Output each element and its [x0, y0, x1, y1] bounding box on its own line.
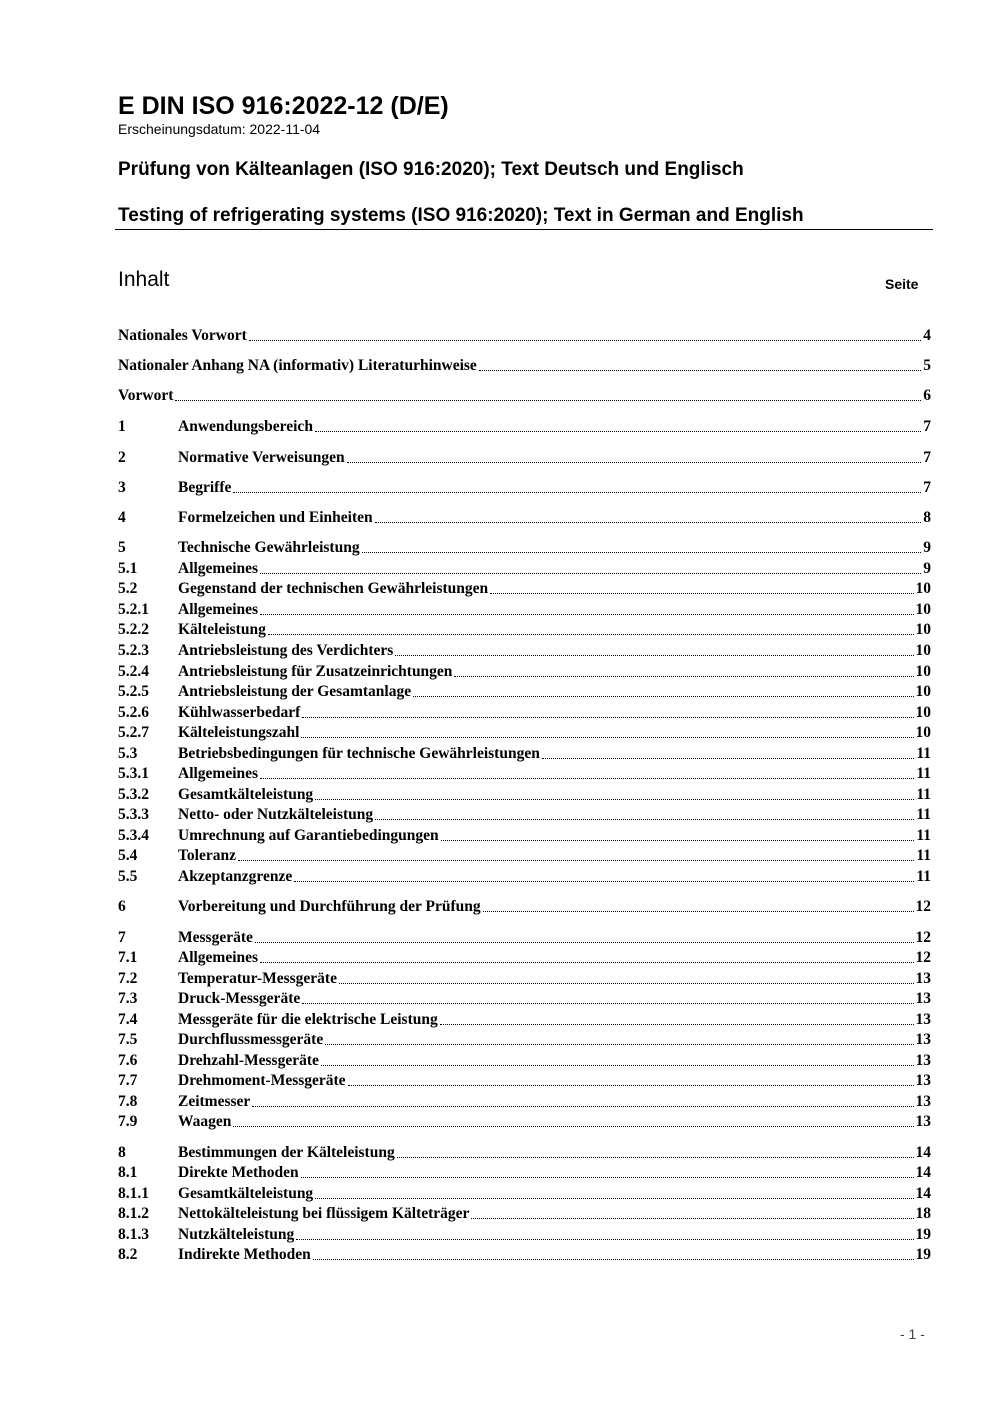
- toc-entry-page: 9: [923, 539, 931, 556]
- toc-entry-title: Allgemeines: [178, 601, 259, 618]
- toc-entry[interactable]: [118, 723, 931, 743]
- toc-entry-title: Allgemeines: [178, 560, 259, 577]
- toc-entry-title: Direkte Methoden: [178, 1164, 299, 1181]
- toc-entry[interactable]: [118, 805, 931, 825]
- toc-entry[interactable]: [118, 662, 931, 682]
- toc-entry[interactable]: [118, 1225, 931, 1245]
- toc-entry-number: 4: [118, 509, 126, 526]
- toc-entry-title: Messgeräte: [178, 929, 253, 946]
- toc-entry-title: Waagen: [178, 1113, 232, 1130]
- toc-entry-page: 13: [915, 990, 931, 1007]
- toc-entry[interactable]: [118, 417, 931, 437]
- toc-entry-number: 5.3.1: [118, 765, 149, 782]
- toc-entry-page: 10: [915, 724, 931, 741]
- toc-dot-leader: [268, 633, 914, 635]
- toc-entry-title: Formelzeichen und Einheiten: [178, 509, 373, 526]
- toc-entry-title: Normative Verweisungen: [178, 449, 345, 466]
- toc-entry-page: 14: [915, 1144, 931, 1161]
- toc-entry[interactable]: [118, 1245, 931, 1265]
- toc-dot-leader: [302, 1002, 913, 1004]
- toc-entry-page: 11: [916, 827, 931, 844]
- toc-dot-leader: [347, 461, 922, 463]
- toc-dot-leader: [233, 1125, 913, 1127]
- toc-entry[interactable]: [118, 508, 931, 528]
- toc-entry-page: 13: [915, 970, 931, 987]
- toc-entry-number: 3: [118, 479, 126, 496]
- toc-entry-number: 5.2.5: [118, 683, 149, 700]
- toc-entry[interactable]: [118, 1092, 931, 1112]
- toc-entry-page: 12: [915, 898, 931, 915]
- toc-entry-page: 12: [915, 949, 931, 966]
- toc-dot-leader: [321, 1064, 914, 1066]
- toc-entry[interactable]: [118, 559, 931, 579]
- toc-entry-page: 10: [915, 580, 931, 597]
- toc-entry[interactable]: [118, 600, 931, 620]
- toc-entry-page: 10: [915, 601, 931, 618]
- toc-heading: Inhalt: [118, 268, 170, 291]
- toc-entry-page: 7: [923, 479, 931, 496]
- toc-entry[interactable]: [118, 1112, 931, 1132]
- toc-entry[interactable]: [118, 1051, 931, 1071]
- toc-dot-leader: [260, 572, 921, 574]
- toc-entry-number: 5.1: [118, 560, 138, 577]
- toc-entry-title: Anwendungsbereich: [178, 418, 313, 435]
- toc-dot-leader: [362, 551, 922, 553]
- toc-dot-leader: [260, 613, 913, 615]
- toc-entry-number: 5: [118, 539, 126, 556]
- toc-entry-number: 7: [118, 929, 126, 946]
- title-english: Testing of refrigerating systems (ISO 916:2020); Text in German and English: [118, 205, 804, 226]
- toc-entry-number: 5.2: [118, 580, 138, 597]
- toc-entry[interactable]: [118, 764, 931, 784]
- toc-dot-leader: [440, 1023, 914, 1025]
- toc-entry-number: 8.1.1: [118, 1185, 149, 1202]
- toc-entry[interactable]: [118, 1163, 931, 1183]
- toc-entry[interactable]: [118, 579, 931, 599]
- toc-entry-number: 5.2.3: [118, 642, 149, 659]
- toc-entry[interactable]: [118, 785, 931, 805]
- toc-entry-number: 7.3: [118, 990, 138, 1007]
- toc-dot-leader: [479, 369, 921, 371]
- toc-entry-number: 7.4: [118, 1011, 138, 1028]
- title-german: Prüfung von Kälteanlagen (ISO 916:2020); Text Deutsch und Englisch: [118, 159, 744, 180]
- toc-entry[interactable]: [118, 1204, 931, 1224]
- toc-entry[interactable]: [118, 1030, 931, 1050]
- toc-entry-page: 12: [915, 929, 931, 946]
- toc-entry-number: 5.3.4: [118, 827, 149, 844]
- toc-entry-title: Indirekte Methoden: [178, 1246, 311, 1263]
- toc-entry[interactable]: [118, 386, 931, 406]
- toc-dot-leader: [542, 757, 915, 759]
- toc-dot-leader: [260, 777, 914, 779]
- page-number: - 1 -: [900, 1326, 925, 1342]
- toc-dot-leader: [325, 1043, 913, 1045]
- table-of-contents: [118, 0, 931, 1300]
- toc-entry-page: 9: [923, 560, 931, 577]
- toc-entry-number: 5.2.7: [118, 724, 149, 741]
- toc-entry-number: 8.1: [118, 1164, 138, 1181]
- toc-entry-title: Vorbereitung und Durchführung der Prüfung: [178, 898, 481, 915]
- toc-entry-page: 14: [915, 1164, 931, 1181]
- toc-entry-page: 13: [915, 1093, 931, 1110]
- toc-entry[interactable]: [118, 969, 931, 989]
- toc-entry[interactable]: [118, 448, 931, 468]
- toc-entry-title: Begriffe: [178, 479, 232, 496]
- toc-entry[interactable]: [118, 948, 931, 968]
- toc-dot-leader: [252, 1105, 913, 1107]
- toc-entry-number: 5.3.3: [118, 806, 149, 823]
- toc-entry-title: Gegenstand der technischen Gewährleistungen: [178, 580, 489, 597]
- toc-dot-leader: [260, 961, 913, 963]
- toc-entry-page: 6: [923, 387, 931, 404]
- toc-entry-page: 4: [923, 327, 931, 344]
- toc-entry-number: 5.2.1: [118, 601, 149, 618]
- toc-dot-leader: [397, 1156, 914, 1158]
- toc-entry[interactable]: [118, 897, 931, 917]
- toc-entry-title: Technische Gewährleistung: [178, 539, 360, 556]
- toc-entry-title: Zeitmesser: [178, 1093, 251, 1110]
- toc-dot-leader: [294, 880, 914, 882]
- toc-entry[interactable]: [118, 478, 931, 498]
- toc-entry-number: 8: [118, 1144, 126, 1161]
- toc-dot-leader: [315, 798, 914, 800]
- toc-dot-leader: [313, 1258, 914, 1260]
- toc-entry-page: 10: [915, 621, 931, 638]
- toc-entry-number: 7.2: [118, 970, 138, 987]
- toc-entry[interactable]: [118, 867, 931, 887]
- toc-dot-leader: [375, 521, 922, 523]
- toc-entry-number: 7.9: [118, 1113, 138, 1130]
- toc-entry[interactable]: [118, 989, 931, 1009]
- toc-entry-title: Nationales Vorwort: [118, 327, 247, 344]
- toc-entry-number: 5.2.4: [118, 663, 149, 680]
- toc-entry-number: 5.5: [118, 868, 138, 885]
- toc-page-column-heading: Seite: [885, 276, 919, 292]
- toc-entry-title: Drehmoment-Messgeräte: [178, 1072, 346, 1089]
- toc-entry[interactable]: [118, 538, 931, 558]
- toc-entry-number: 7.8: [118, 1093, 138, 1110]
- toc-entry-number: 6: [118, 898, 126, 915]
- toc-dot-leader: [301, 1176, 914, 1178]
- toc-entry-page: 11: [916, 786, 931, 803]
- toc-entry-page: 19: [915, 1226, 931, 1243]
- toc-entry-page: 5: [923, 357, 931, 374]
- toc-entry[interactable]: [118, 356, 931, 376]
- toc-dot-leader: [302, 716, 913, 718]
- toc-entry[interactable]: [118, 1071, 931, 1091]
- toc-entry[interactable]: [118, 1184, 931, 1204]
- toc-dot-leader: [249, 339, 922, 341]
- toc-entry-number: 5.2.2: [118, 621, 149, 638]
- toc-dot-leader: [315, 430, 921, 432]
- toc-entry-title: Nettokälteleistung bei flüssigem Kälteträger: [178, 1205, 470, 1222]
- document-id: E DIN ISO 916:2022-12 (D/E): [118, 92, 449, 120]
- toc-entry-page: 18: [915, 1205, 931, 1222]
- toc-entry[interactable]: [118, 620, 931, 640]
- toc-entry-page: 7: [923, 449, 931, 466]
- toc-dot-leader: [441, 839, 915, 841]
- toc-dot-leader: [348, 1084, 914, 1086]
- toc-entry[interactable]: [118, 826, 931, 846]
- toc-dot-leader: [395, 654, 913, 656]
- toc-entry-page: 7: [923, 418, 931, 435]
- toc-entry[interactable]: [118, 326, 931, 346]
- toc-entry-number: 2: [118, 449, 126, 466]
- toc-entry-number: 7.6: [118, 1052, 138, 1069]
- toc-dot-leader: [238, 859, 914, 861]
- toc-dot-leader: [296, 1238, 913, 1240]
- toc-entry-page: 10: [915, 663, 931, 680]
- toc-entry-page: 13: [915, 1113, 931, 1130]
- toc-entry-title: Antriebsleistung der Gesamtanlage: [178, 683, 412, 700]
- toc-entry-number: 8.1.2: [118, 1205, 149, 1222]
- toc-entry-title: Temperatur-Messgeräte: [178, 970, 337, 987]
- toc-entry-page: 11: [916, 765, 931, 782]
- toc-entry-number: 5.4: [118, 847, 138, 864]
- toc-entry-title: Gesamtkälteleistung: [178, 1185, 314, 1202]
- toc-dot-leader: [315, 1197, 913, 1199]
- toc-entry-title: Allgemeines: [178, 765, 259, 782]
- toc-dot-leader: [175, 399, 921, 401]
- toc-entry-title: Kälteleistung: [178, 621, 266, 638]
- toc-entry-title: Nutzkälteleistung: [178, 1226, 295, 1243]
- toc-dot-leader: [301, 736, 913, 738]
- toc-entry[interactable]: [118, 846, 931, 866]
- toc-entry-title: Betriebsbedingungen für technische Gewährleistungen: [178, 745, 540, 762]
- toc-entry-number: 7.5: [118, 1031, 138, 1048]
- toc-entry[interactable]: [118, 1010, 931, 1030]
- toc-entry-number: 7.7: [118, 1072, 138, 1089]
- toc-entry-number: 8.1.3: [118, 1226, 149, 1243]
- toc-entry-page: 10: [915, 704, 931, 721]
- toc-entry-page: 11: [916, 847, 931, 864]
- toc-entry-title: Antriebsleistung des Verdichters: [178, 642, 394, 659]
- toc-entry[interactable]: [118, 703, 931, 723]
- toc-entry-page: 10: [915, 683, 931, 700]
- toc-dot-leader: [483, 910, 914, 912]
- toc-entry-page: 11: [916, 868, 931, 885]
- toc-dot-leader: [490, 592, 913, 594]
- toc-entry-title: Antriebsleistung für Zusatzeinrichtungen: [178, 663, 453, 680]
- toc-dot-leader: [413, 695, 913, 697]
- toc-entry-page: 13: [915, 1031, 931, 1048]
- toc-dot-leader: [471, 1217, 913, 1219]
- toc-dot-leader: [255, 941, 914, 943]
- toc-entry[interactable]: [118, 682, 931, 702]
- toc-entry-title: Umrechnung auf Garantiebedingungen: [178, 827, 439, 844]
- toc-entry[interactable]: [118, 928, 931, 948]
- toc-entry-number: 5.3.2: [118, 786, 149, 803]
- toc-entry-page: 11: [916, 806, 931, 823]
- toc-entry-page: 11: [916, 745, 931, 762]
- toc-entry-title: Messgeräte für die elektrische Leistung: [178, 1011, 438, 1028]
- toc-entry-page: 13: [915, 1052, 931, 1069]
- toc-entry-page: 13: [915, 1072, 931, 1089]
- toc-entry-title: Drehzahl-Messgeräte: [178, 1052, 319, 1069]
- toc-entry-title: Netto- oder Nutzkälteleistung: [178, 806, 374, 823]
- toc-dot-leader: [233, 491, 921, 493]
- release-date: Erscheinungsdatum: 2022-11-04: [118, 121, 321, 137]
- toc-entry-title: Gesamtkälteleistung: [178, 786, 314, 803]
- toc-entry[interactable]: [118, 641, 931, 661]
- toc-entry-title: Nationaler Anhang NA (informativ) Literaturhinweise: [118, 357, 477, 374]
- toc-entry-title: Akzeptanzgrenze: [178, 868, 293, 885]
- toc-entry-title: Allgemeines: [178, 949, 259, 966]
- toc-entry-title: Durchflussmessgeräte: [178, 1031, 324, 1048]
- toc-dot-leader: [339, 982, 914, 984]
- toc-entry-page: 14: [915, 1185, 931, 1202]
- toc-entry-page: 19: [915, 1246, 931, 1263]
- toc-entry-title: Druck-Messgeräte: [178, 990, 301, 1007]
- toc-entry-number: 1: [118, 418, 126, 435]
- toc-entry-title: Kälteleistungszahl: [178, 724, 300, 741]
- toc-entry-number: 7.1: [118, 949, 138, 966]
- toc-entry[interactable]: [118, 1143, 931, 1163]
- toc-entry-number: 8.2: [118, 1246, 138, 1263]
- toc-entry-title: Toleranz: [178, 847, 236, 864]
- toc-dot-leader: [375, 818, 914, 820]
- toc-entry-page: 8: [923, 509, 931, 526]
- toc-entry-number: 5.2.6: [118, 704, 149, 721]
- toc-entry-page: 10: [915, 642, 931, 659]
- toc-entry-title: Vorwort: [118, 387, 174, 404]
- toc-entry-page: 13: [915, 1011, 931, 1028]
- toc-entry-title: Bestimmungen der Kälteleistung: [178, 1144, 395, 1161]
- toc-entry-number: 5.3: [118, 745, 138, 762]
- toc-dot-leader: [454, 675, 913, 677]
- toc-entry[interactable]: [118, 744, 931, 764]
- toc-entry-title: Kühlwasserbedarf: [178, 704, 301, 721]
